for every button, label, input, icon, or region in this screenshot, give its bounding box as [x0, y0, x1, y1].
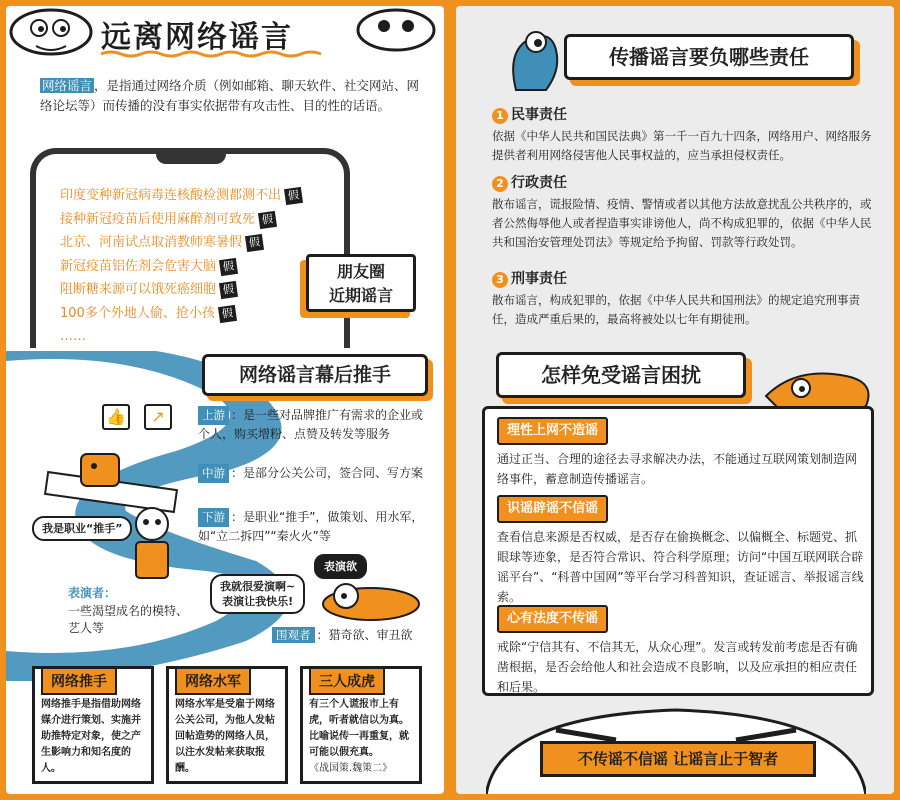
rumor-item: 印度变种新冠病毒连核酸检测都测不出 假 [60, 184, 302, 208]
tip-identify: 识谣辟谣不信谣 查看信息来源是否权威，是否存在偷换概念、以偏概全、标题党、抓眼球等迹象，是否符合常识、符合科学原理；访问“中国互联网联合辟谣平台”、“科普中国网”等平台学习科普知识，查证谣言、举报谣言线索。 [497, 495, 865, 607]
page-title: 远离网络谣言 [101, 20, 293, 55]
card-network-pusher: 网络推手 网络推手是指借助网络媒介进行策划、实施并助推特定对象，使之产生影响力和知名度的人。 [32, 666, 154, 784]
mascot-illustration [6, 6, 101, 66]
right-panel [456, 6, 894, 794]
rumor-item: 接种新冠疫苗后使用麻醉剂可致死 假 [60, 208, 302, 232]
avoid-tips-box [482, 406, 874, 696]
performer-speech-bubble: 我就很爱演啊~ 表演让我快乐! [210, 574, 305, 614]
chain-midstream: 中游 ：是部分公关公司，签合同、写方案 [198, 464, 424, 483]
viewer-line: 围观者 ：猎奇欲、审丑欲 [272, 626, 413, 643]
fake-stamp: 假 [219, 281, 238, 299]
performer-tag-bubble: 表演欲 [314, 554, 367, 579]
pusher-character-illustration [122, 504, 182, 584]
fake-stamp: 假 [258, 210, 277, 228]
mascot-hands-illustration [346, 6, 444, 66]
tip-lawful: 心有法度不传谣 戒除“宁信其有、不信其无，从众心理”。发言或转发前考虑是否有确凿根据，是否会给他人和社会造成不良影响，以及应承担的相应责任和后果。 [497, 605, 865, 697]
rumor-item: 阻断糖来源可以饿死癌细胞 假 [60, 278, 302, 302]
section-title-avoid: 怎样免受谣言困扰 [496, 352, 746, 398]
section-title-pushers: 网络谣言幕后推手 [202, 354, 428, 396]
left-panel [6, 6, 444, 794]
performer-character-illustration [316, 574, 426, 624]
friends-circle-badge: 朋友圈 近期谣言 [306, 254, 416, 312]
title-underline [101, 50, 331, 58]
intro-term: 网络谣言 [42, 78, 93, 93]
intro-text [40, 76, 424, 116]
rumor-item: …… [60, 329, 86, 344]
share-icon: ↗ [144, 404, 172, 430]
rumor-item: 北京、河南试点取消教师寒暑假 假 [60, 231, 302, 255]
thumbs-up-icon: 👍 [102, 404, 130, 430]
responsibility-civil: 1 民事责任 依据《中华人民共和国民法典》第一千一百九十四条，网络用户、网络服务提供者利用网络侵害他人民事权益的，应当承担侵权责任。 [492, 107, 872, 162]
section-title-responsibility: 传播谣言要负哪些责任 [564, 34, 854, 80]
responsibility-criminal: 3 刑事责任 散布谣言，构成犯罪的，依据《中华人民共和国刑法》的规定追究刑事责任，造成严重后果的，最高将被处以七年有期徒刑。 [492, 271, 860, 326]
fake-stamp: 假 [284, 187, 303, 205]
phone-notch [156, 152, 226, 164]
pusher-speech-bubble: 我是职业“推手” [32, 516, 132, 541]
performer-label: 表演者： [68, 586, 117, 600]
performer-description: 一些渴望成名的模特、艺人等 [68, 604, 189, 635]
intro-definition: ，是指通过网络介质（例如邮箱、聊天软件、社交网站、网络论坛等）而传播的没有事实依据带有攻击性、目的性的话语。 [40, 78, 420, 113]
phone-frame [30, 148, 350, 348]
fake-stamp: 假 [218, 304, 237, 322]
chain-upstream: 上游 ：是一些对品牌推广有需求的企业或个人，购买增粉、点赞及转发等服务 [198, 408, 424, 441]
rumor-item: 100多个外地人偷、抢小孩 假 [60, 302, 302, 326]
responsibility-administrative: 2 行政责任 散布谣言，谎报险情、疫情、警情或者以其他方法故意扰乱公共秩序的，或者公然侮辱他人或者捏造事实诽谤他人，尚不构成犯罪的，依据《中华人民共和国治安管理处罚法》等规定给予拘留、罚款等行政处罚。 [492, 175, 872, 249]
fake-stamp: 假 [219, 257, 238, 275]
chain-downstream: 下游 ：是职业“推手”，做策划、用水军，如“立二拆四”“秦火火”等 [198, 510, 424, 543]
card-water-army: 网络水军 网络水军是受雇于网络公关公司，为他人发帖回帖造势的网络人员，以注水发帖来获取报酬。 [166, 666, 288, 784]
card-three-men-tiger: 三人成虎 有三个人谎报市上有虎，听者就信以为真。比喻说传一再重复，就可能以假充真。 《战国策.魏策二》 [300, 666, 422, 784]
rumor-list [60, 184, 302, 349]
rumor-item: 新冠疫苗铝佐剂会危害大脑 假 [60, 255, 302, 279]
slogan-banner: 不传谣不信谣 让谣言止于智者 [540, 741, 816, 777]
fake-stamp: 假 [245, 234, 264, 252]
tip-rational: 理性上网不造谣 通过正当、合理的途径去寻求解决办法，不能通过互联网策划制造网络事件，蓄意制造传播谣言。 [497, 417, 865, 489]
